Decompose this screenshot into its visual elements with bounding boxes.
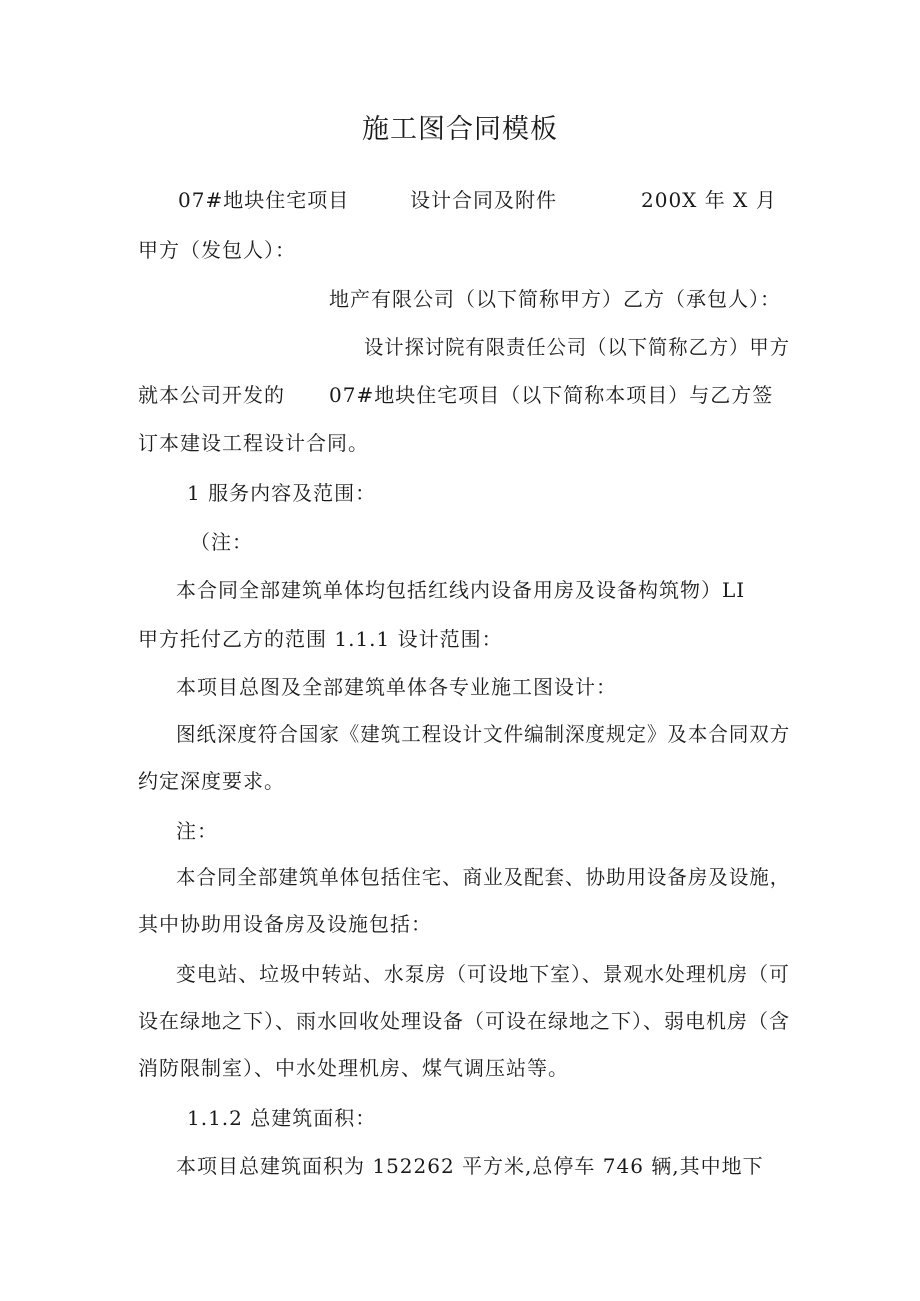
party-a-company: 地产有限公司（以下简称甲方）乙方（承包人）： (329, 287, 781, 311)
paragraph-line: 本合同全部建筑单体包括住宅、商业及配套、协助用设备房及设施， (176, 865, 791, 889)
paragraph-line: 约定深度要求。 (138, 769, 285, 793)
note-label: 注： (176, 819, 218, 843)
header-date: 200X 年 X 月 (641, 188, 777, 212)
party-b-company: 设计探讨院有限责任公司（以下简称乙方）甲方 (364, 335, 791, 359)
paragraph-line: 甲方托付乙方的范围 1.1.1 设计范围： (138, 627, 503, 651)
section-heading: 1.1.2 总建筑面积： (187, 1106, 377, 1130)
paragraph-line: 07#地块住宅项目（以下简称本项目）与乙方签 (329, 383, 774, 407)
paragraph-line: 变电站、垃圾中转站、水泵房（可设地下室）、景观水处理机房（可 (176, 962, 790, 986)
document-title: 施工图合同模板 (362, 114, 558, 145)
paragraph-line: 设在绿地之下）、雨水回收处理设备（可设在绿地之下）、弱电机房（含 (138, 1009, 790, 1033)
section-heading: 1 服务内容及范围： (187, 481, 377, 505)
note-label: （注： (190, 530, 253, 554)
party-a-label: 甲方（发包人）： (138, 238, 296, 262)
paragraph-line: 就本公司开发的 (138, 383, 285, 407)
paragraph-line: 图纸深度符合国家《建筑工程设计文件编制深度规定》及本合同双方 (176, 722, 791, 746)
paragraph-line: 本项目总建筑面积为 152262 平方米,总停车 746 辆,其中地下 (176, 1154, 764, 1178)
paragraph-line: 其中协助用设备房及设施包括： (138, 912, 432, 936)
paragraph-line: 消防限制室）、中水处理机房、煤气调压站等。 (138, 1056, 569, 1080)
header-project: 07#地块住宅项目 (178, 188, 350, 212)
paragraph-line: 本合同全部建筑单体均包括红线内设备用房及设备构筑物）LI (176, 578, 746, 602)
paragraph-line: 本项目总图及全部建筑单体各专业施工图设计： (176, 675, 617, 699)
header-document-type: 设计合同及附件 (410, 188, 557, 212)
paragraph-line: 订本建设工程设计合同。 (138, 431, 369, 455)
